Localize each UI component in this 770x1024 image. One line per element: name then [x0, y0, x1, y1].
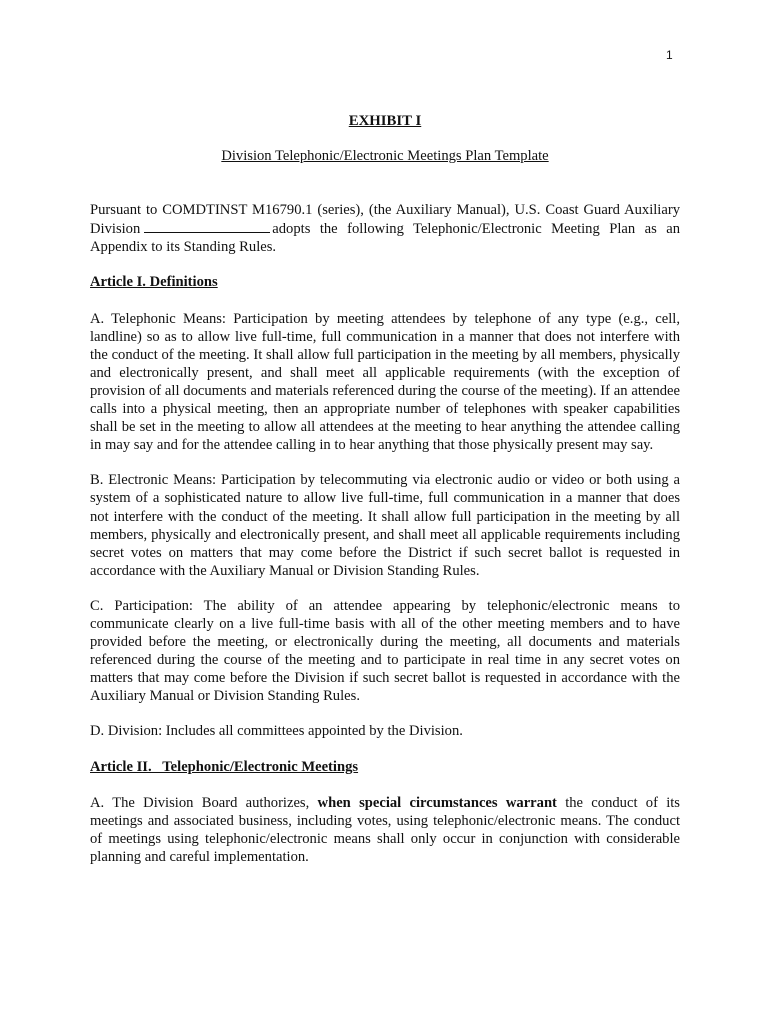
- intro-paragraph: [90, 201, 680, 256]
- article-1-heading: Article I. Definitions: [90, 274, 218, 291]
- intro-text-after-blank: adopts the following Telephonic/Electronic Meeting Plan as an Appendix to its Standing Rules.: [90, 221, 680, 256]
- paragraph-a-intro: A. The Division Board authorizes,: [90, 794, 318, 811]
- definition-telephonic-means: A. Telephonic Means: Participation by meeting attendees by telephone of any type (e.g., cell, landline) so as to allow live full-time, full communication in a manner that does not interfere with the conduct of the meeting. It shall allow full participation in the meeting by all members, physically and electronically present, and shall meet all applicable requirements (with the exception of provision of all documents and materials referenced during the course of the meeting). If an attendee calls into a physical meeting, then an appropriate number of telephones with speaker capabilities shall be set in the meeting to allow all attendees at the meeting to hear anything the attendee calling in may say and for the attendee calling in to hear anything that those physically present may say.: [90, 310, 680, 454]
- page-number: 1: [666, 48, 673, 62]
- article-2-heading: Article II. Telephonic/Electronic Meetings: [90, 758, 359, 775]
- article-2-paragraph-a: [90, 794, 680, 866]
- paragraph-a-remainder: the conduct of its meetings and associated business, including votes, using telephonic/electronic means. The conduct of meetings using telephonic/electronic means shall only occur in conjunction with considerable planning and careful implementation.: [90, 794, 680, 865]
- exhibit-title: EXHIBIT I: [348, 113, 422, 129]
- definition-participation: C. Participation: The ability of an attendee appearing by telephonic/electronic means to communicate clearly on a live full-time basis with all of the other meeting members and to have provided before the meeting, or electronically during the meeting, all documents and materials referenced during the course of the meeting and to participate in real time in any secret votes on matters that may come before the Division if such secret ballot is requested in accordance with the Auxiliary Manual or Division Standing Rules.: [90, 597, 680, 705]
- intro-text-before-blank: Pursuant to COMDTINST M16790.1 (series), (the Auxiliary Manual), U.S. Coast Guard Auxiliary Division: [90, 202, 680, 238]
- division-name-blank: [144, 219, 270, 233]
- paragraph-a-emphasis: when special circumstances warrant: [317, 794, 557, 811]
- document-body: [90, 112, 680, 883]
- document-subtitle: Division Telephonic/Electronic Meetings Plan Template: [221, 148, 549, 165]
- definition-electronic-means: B. Electronic Means: Participation by telecommuting via electronic audio or video or both using a system of a sophisticated nature to allow live full-time, full communication in a manner that does not interfere with the conduct of the meeting. It shall allow full participation in the meeting by all members, physically and electronically present, and shall meet all applicable requirements including secret votes on matters that may come before the District if such secret ballot is requested in accordance with the Auxiliary Manual or Division Standing Rules.: [90, 472, 680, 579]
- definition-division: D. Division: Includes all committees appointed by the Division.: [90, 723, 463, 740]
